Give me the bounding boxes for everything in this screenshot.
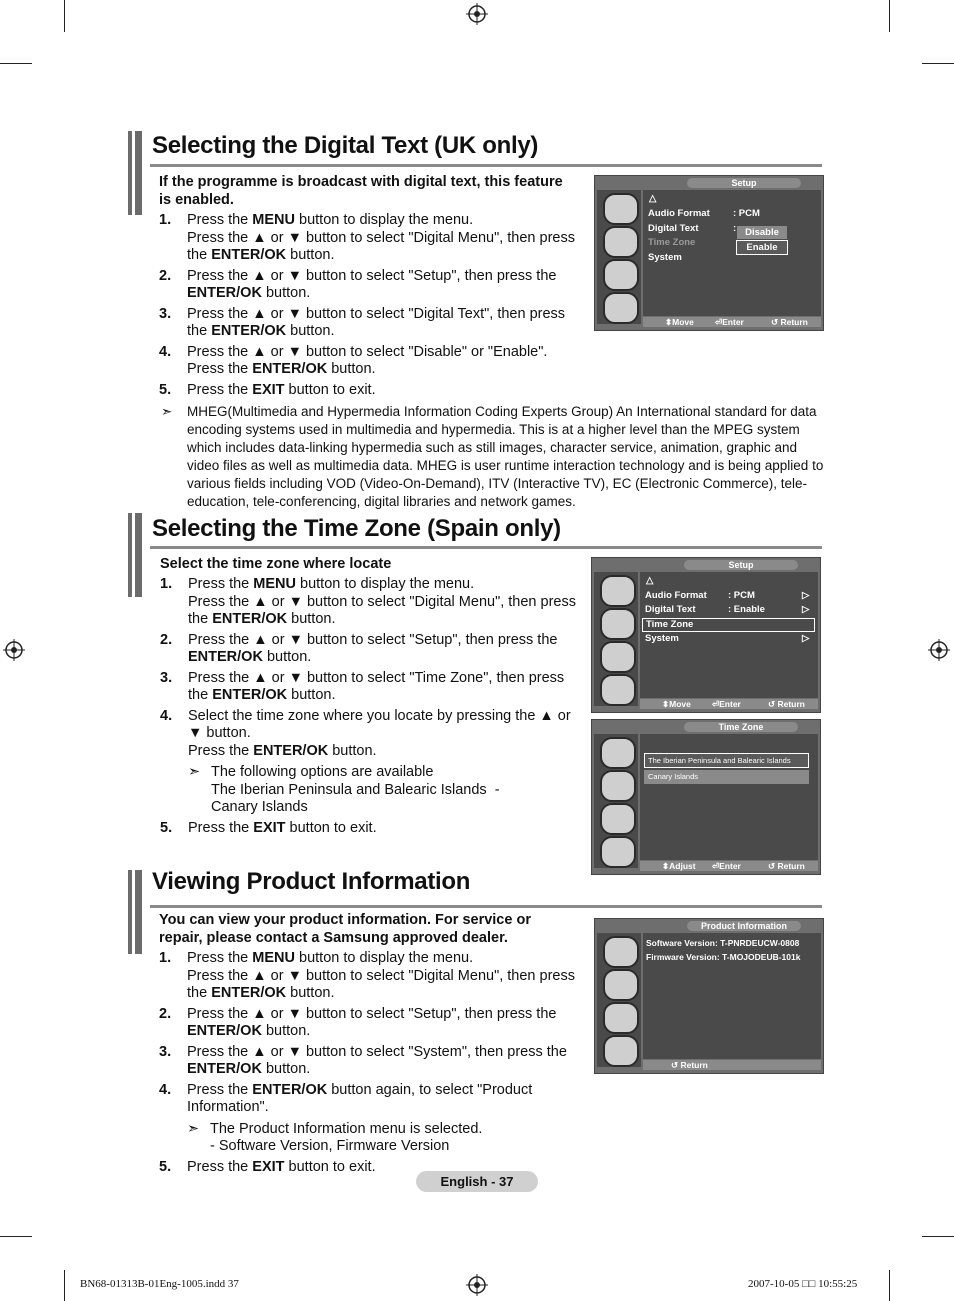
enter-hint: ⏎Enter (712, 861, 741, 871)
section-bar (128, 870, 142, 954)
osd-row-selected: Time Zone (642, 618, 815, 632)
osd-row-label: System (648, 252, 682, 263)
crop-mark (0, 1236, 32, 1237)
return-hint: ↺ Return (671, 1060, 708, 1070)
osd-option-selected: The Iberian Peninsula and Balearic Islands (644, 753, 809, 768)
step-number: 1. (160, 576, 173, 592)
return-hint: ↺ Return (771, 317, 808, 327)
step-text: Press the MENU button to display the menu. Press the ▲ or ▼ button to select "Digital Menu", then press the ENTER/OK button. (187, 950, 575, 1001)
enter-hint: ⏎Enter (715, 317, 744, 327)
step-item (160, 632, 580, 667)
step-list (159, 950, 579, 1179)
step-item (159, 950, 579, 1003)
setup-icon (603, 292, 639, 324)
channel-icon (603, 259, 639, 291)
step-item (160, 820, 580, 838)
step-item (160, 576, 580, 629)
section-intro: Select the time zone where locate (160, 556, 392, 572)
osd-sidebar (594, 734, 638, 868)
picture-icon (600, 575, 636, 607)
step-text: Press the ▲ or ▼ button to select "Setup", then press the ENTER/OK button. (188, 631, 558, 665)
step-text: Press the ENTER/OK button again, to select "Product Information". (187, 1081, 533, 1115)
right-arrow-icon: ▷ (802, 604, 810, 615)
note-text: MHEG(Multimedia and Hypermedia Information Coding Experts Group) An International standard for data encoding systems used in multimedia and hypermedia. This is at a higher level than the MPEG system which includes data-linking hypermedia such as still images, character service, animation, graphic and video files as well as multimedia data. MHEG is user runtime interaction technology and is being applied to various fields including VOD (Video-On-Demand), ITV (Interactive TV), EC (Electronic Commerce), tele-education, tele-conferencing, digital libraries and network games. (187, 404, 824, 509)
osd-sidebar (597, 190, 641, 324)
step-text: Press the ▲ or ▼ button to select "Time Zone", then press the ENTER/OK button. (188, 669, 565, 703)
osd-option-disable: Disable (737, 226, 787, 239)
osd-panel (643, 933, 821, 1059)
section-bar (128, 513, 142, 597)
slug-date: 2007-10-05 □□ 10:55:25 (748, 1278, 858, 1290)
move-hint: ⬍Move (662, 699, 691, 709)
right-arrow-icon: ▷ (802, 633, 810, 644)
channel-icon (603, 1002, 639, 1034)
step-number: 5. (159, 1158, 172, 1175)
page-number: English - 37 (416, 1171, 538, 1192)
setup-icon (600, 674, 636, 706)
registration-mark-icon (466, 3, 488, 25)
step-list (159, 212, 579, 402)
osd-tab: Time Zone (684, 722, 798, 732)
up-arrow-icon: △ (649, 193, 657, 204)
registration-mark-icon (3, 639, 25, 661)
picture-icon (603, 936, 639, 968)
crop-mark (922, 63, 954, 64)
software-version: Software Version: T-PNRDEUCW-0808 (646, 938, 800, 948)
channel-icon (600, 641, 636, 673)
note-arrow-icon: ➣ (161, 404, 173, 419)
step-subnote: ➣ The following options are available The Iberian Peninsula and Balearic Islands - Canary Islands (188, 764, 500, 815)
step-number: 1. (159, 950, 172, 966)
section-rule (150, 164, 822, 167)
setup-icon (600, 836, 636, 868)
step-text: Press the MENU button to display the menu. Press the ▲ or ▼ button to select "Digital Menu", then press the ENTER/OK button. (188, 576, 576, 627)
adjust-hint: ⬍Adjust (662, 861, 696, 871)
crop-mark (0, 63, 32, 64)
section-bar (128, 131, 142, 215)
step-text: Select the time zone where you locate by pressing the ▲ or ▼ button. Press the ENTER/OK button. (188, 707, 571, 759)
crop-mark (922, 1236, 954, 1237)
step-number: 2. (159, 1005, 172, 1022)
section-rule (150, 546, 822, 549)
note-arrow-icon: ➣ (187, 1120, 200, 1137)
osd-row-value: : (733, 223, 737, 234)
osd-row-label: Digital Text (648, 223, 699, 234)
note-arrow-icon: ➣ (188, 764, 201, 780)
osd-setup-time-zone (591, 557, 821, 713)
picture-icon (603, 193, 639, 225)
step-item (159, 1082, 579, 1156)
osd-tab: Setup (687, 178, 801, 188)
osd-tab: Setup (684, 560, 798, 570)
step-text: Press the ▲ or ▼ button to select "Setup", then press the ENTER/OK button. (187, 1005, 557, 1039)
section-intro: You can view your product information. For service or repair, please contact a Samsung approved dealer. (159, 912, 531, 946)
osd-row-value: : PCM (728, 590, 755, 601)
osd-row-label: Time Zone (648, 237, 696, 248)
step-number: 3. (159, 1043, 172, 1060)
step-text: Press the EXIT button to exit. (187, 1158, 376, 1175)
step-text: Press the ▲ or ▼ button to select "Digital Text", then press the ENTER/OK button. (187, 305, 566, 339)
step-number: 3. (159, 305, 172, 322)
picture-icon (600, 737, 636, 769)
osd-row-value: : PCM (733, 208, 760, 219)
slug-file: BN68-01313B-01Eng-1005.indd 37 (80, 1278, 239, 1290)
section-title: Selecting the Digital Text (UK only) (152, 132, 539, 159)
step-number: 5. (159, 381, 172, 398)
crop-mark (64, 0, 65, 32)
osd-footer (643, 1060, 821, 1070)
right-arrow-icon: ▷ (802, 590, 810, 601)
osd-row-label: System (645, 633, 679, 644)
registration-mark-icon (928, 639, 950, 661)
osd-footer (640, 699, 818, 709)
setup-icon (603, 1035, 639, 1067)
osd-row-label: Audio Format (645, 590, 707, 601)
registration-mark-icon (466, 1274, 488, 1296)
osd-option-enable: Enable (736, 240, 788, 255)
move-hint: ⬍Move (665, 317, 694, 327)
osd-row-value: : Enable (728, 604, 765, 615)
return-hint: ↺ Return (768, 699, 805, 709)
section-rule (150, 905, 822, 908)
note-block (159, 403, 829, 511)
step-item (159, 1006, 579, 1041)
osd-panel (640, 734, 818, 860)
step-number: 4. (160, 707, 173, 724)
step-text: Press the ▲ or ▼ button to select "System", then press the ENTER/OK button. (187, 1043, 567, 1077)
step-text: Press the ▲ or ▼ button to select "Disable" or "Enable". Press the ENTER/OK button. (187, 343, 548, 377)
step-list (160, 576, 580, 840)
step-number: 1. (159, 212, 172, 228)
step-subnote: ➣ The Product Information menu is selected. - Software Version, Firmware Version (187, 1120, 483, 1154)
step-number: 2. (159, 267, 172, 284)
step-text: Press the EXIT button to exit. (188, 819, 377, 836)
crop-mark (889, 0, 890, 32)
step-number: 5. (160, 819, 173, 836)
sound-icon (600, 608, 636, 640)
osd-panel (643, 190, 821, 316)
firmware-version: Firmware Version: T-MOJODEUB-101k (646, 952, 801, 962)
return-hint: ↺ Return (768, 861, 805, 871)
channel-icon (600, 803, 636, 835)
sound-icon (603, 969, 639, 1001)
step-number: 4. (159, 343, 172, 360)
osd-sidebar (594, 572, 638, 706)
osd-setup-digital-text (594, 175, 824, 331)
osd-option: Canary Islands (644, 770, 809, 784)
step-number: 4. (159, 1081, 172, 1098)
osd-sidebar (597, 933, 641, 1067)
osd-footer (640, 861, 818, 871)
section-intro: If the programme is broadcast with digital text, this feature is enabled. (159, 174, 563, 208)
osd-row-label: Audio Format (648, 208, 710, 219)
step-item (159, 344, 579, 379)
step-item (159, 306, 579, 341)
up-arrow-icon: △ (646, 575, 654, 586)
osd-panel (640, 572, 818, 698)
crop-mark (64, 1270, 65, 1301)
step-item (159, 212, 579, 265)
osd-tab: Product Information (687, 921, 801, 931)
sound-icon (600, 770, 636, 802)
step-text: Press the EXIT button to exit. (187, 381, 376, 398)
step-number: 3. (160, 669, 173, 686)
section-title: Viewing Product Information (152, 868, 471, 895)
osd-row-label: Digital Text (645, 604, 696, 615)
enter-hint: ⏎Enter (712, 699, 741, 709)
osd-time-zone-options (591, 719, 821, 875)
step-number: 2. (160, 631, 173, 648)
step-item (159, 268, 579, 303)
step-text: Press the ▲ or ▼ button to select "Setup", then press the ENTER/OK button. (187, 267, 557, 301)
step-item (160, 670, 580, 705)
section-title: Selecting the Time Zone (Spain only) (152, 515, 561, 542)
step-text: Press the MENU button to display the menu. Press the ▲ or ▼ button to select "Digital Menu", then press the ENTER/OK button. (187, 212, 575, 263)
osd-footer (643, 317, 821, 327)
osd-product-information (594, 918, 824, 1074)
step-item (160, 708, 580, 817)
step-item (159, 382, 579, 400)
sound-icon (603, 226, 639, 258)
step-item (159, 1044, 579, 1079)
crop-mark (889, 1270, 890, 1301)
